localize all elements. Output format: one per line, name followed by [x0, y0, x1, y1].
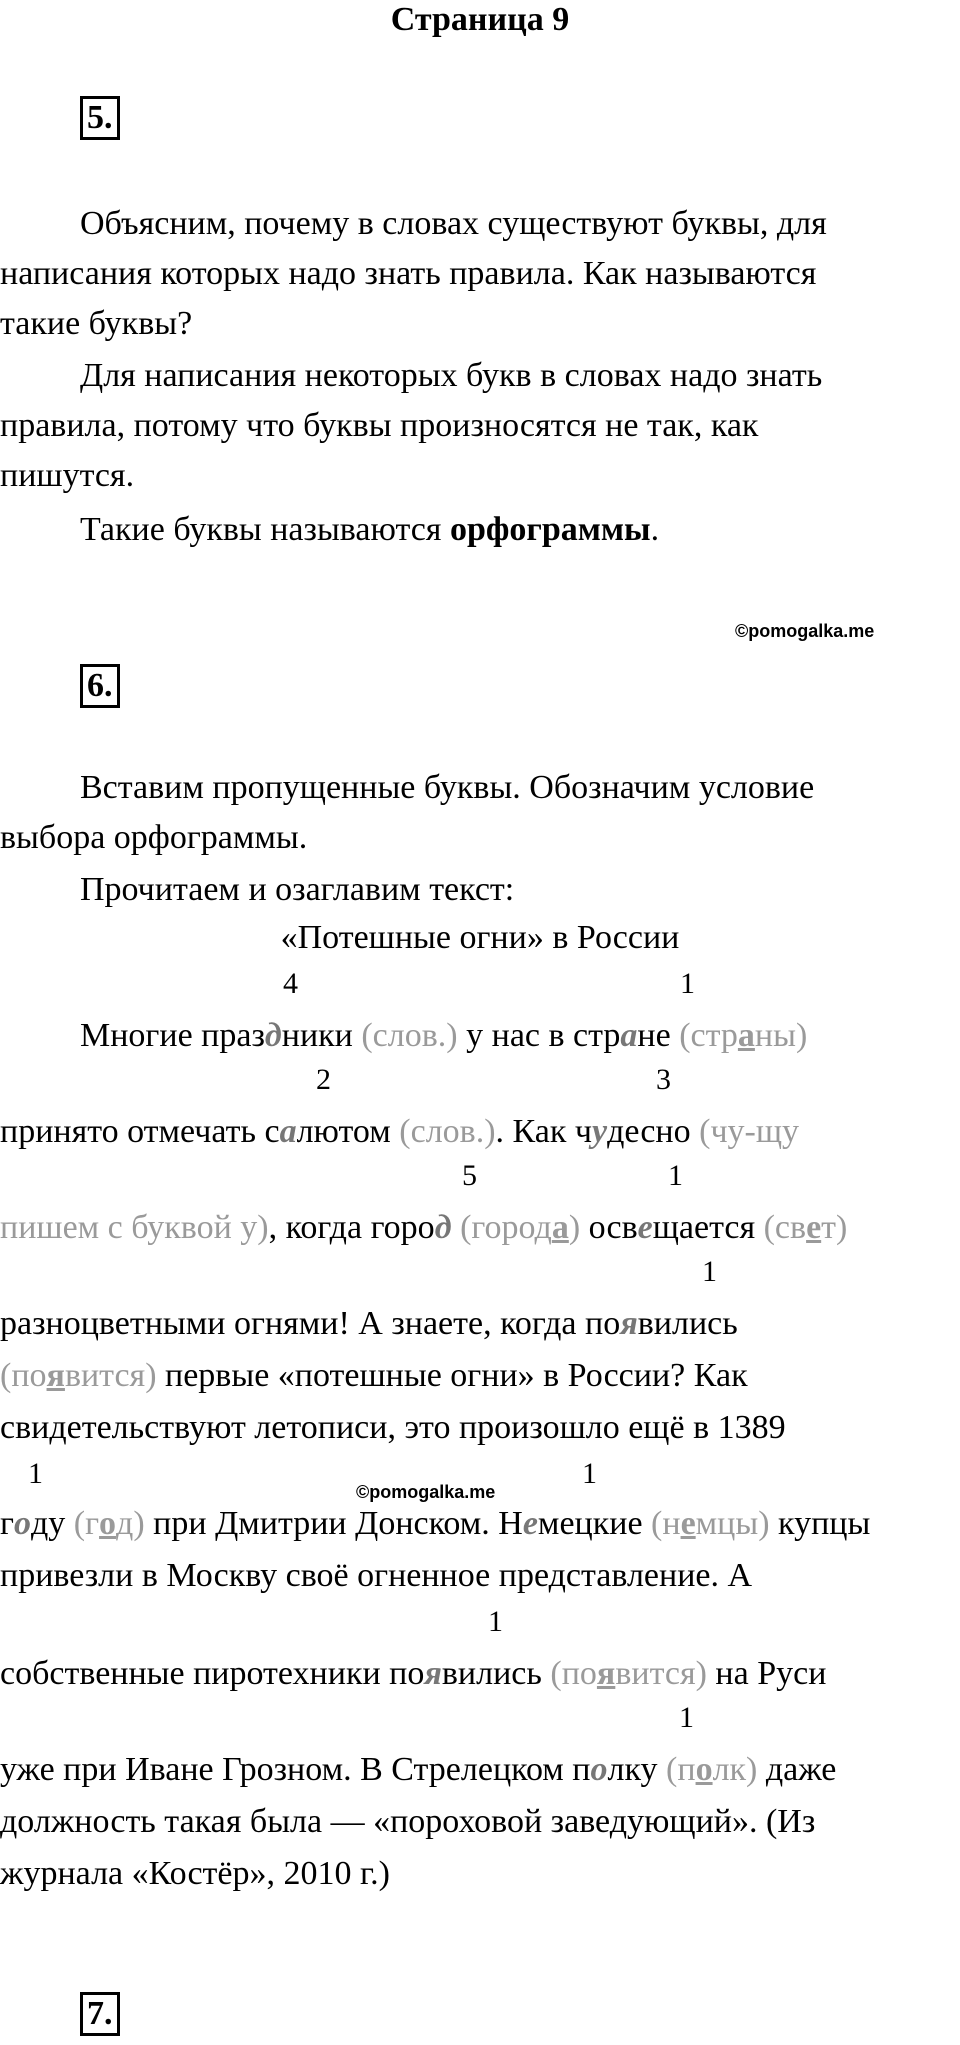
text-line: должность такая была — «пороховой заведующий». (Из: [0, 1803, 816, 1840]
rule-mark: 1: [668, 1159, 683, 1192]
page-title: Страница 9: [390, 1, 570, 38]
text-line: свидетельствуют летописи, это произошло ещё в 1389: [0, 1409, 786, 1446]
task-number-5: 5.: [80, 96, 120, 140]
text-line: году (год) при Дмитрии Донском. Немецкие (немцы) купцы: [0, 1505, 871, 1542]
watermark: ©pomogalka.me: [356, 1482, 496, 1502]
text-line: журнала «Костёр», 2010 г.): [0, 1855, 390, 1892]
rule-mark: 1: [702, 1255, 717, 1288]
instruction-line: Вставим пропущенные буквы. Обозначим условие: [80, 769, 815, 806]
instruction-line: выбора орфограммы.: [0, 819, 308, 856]
rule-mark: 1: [680, 967, 695, 1000]
text-line: привезли в Москву своё огненное представление. А: [0, 1557, 753, 1594]
paragraph-line: написания которых надо знать правила. Как называются: [0, 255, 817, 292]
text-line: принято отмечать салютом (слов.). Как чудесно (чу-щу: [0, 1113, 800, 1150]
rule-mark: 1: [582, 1457, 597, 1490]
answer-text: Такие буквы называются: [80, 511, 450, 548]
rule-mark: 2: [316, 1063, 331, 1096]
paragraph-line: правила, потому что буквы произносятся не так, как: [0, 407, 759, 444]
text-line: Многие праздники (слов.) у нас в стране (страны): [80, 1017, 808, 1054]
paragraph-line: такие буквы?: [0, 305, 193, 342]
answer-line: [80, 510, 659, 550]
paragraph-line: Для написания некоторых букв в словах надо знать: [80, 357, 823, 394]
text-line: разноцветными огнями! А знаете, когда появились: [0, 1305, 738, 1342]
rule-mark: 3: [656, 1063, 671, 1096]
paragraph-line: Объясним, почему в словах существуют буквы, для: [80, 205, 827, 242]
text-line: уже при Иване Грозном. В Стрелецком полку (полк) даже: [0, 1751, 837, 1788]
rule-mark: 1: [488, 1605, 503, 1638]
answer-term: орфограммы: [449, 511, 651, 548]
rule-mark: 4: [283, 967, 298, 1000]
text-line: (появится) первые «потешные огни» в России? Как: [0, 1357, 748, 1394]
task-number-6: 6.: [80, 664, 120, 708]
instruction-line: Прочитаем и озаглавим текст:: [80, 871, 515, 908]
task-number-7: 7.: [80, 1992, 120, 2036]
text-heading: «Потешные огни» в России: [280, 919, 680, 956]
watermark: ©pomogalka.me: [735, 621, 875, 641]
paragraph-line: пишутся.: [0, 457, 135, 494]
rule-mark: 5: [462, 1159, 477, 1192]
rule-mark: 1: [28, 1457, 43, 1490]
text-line: собственные пиротехники появились (появится) на Руси: [0, 1655, 827, 1692]
answer-period: .: [650, 511, 660, 548]
rule-mark: 1: [679, 1701, 694, 1734]
text-line: пишем с буквой у), когда город (города) освещается (свет): [0, 1209, 848, 1246]
